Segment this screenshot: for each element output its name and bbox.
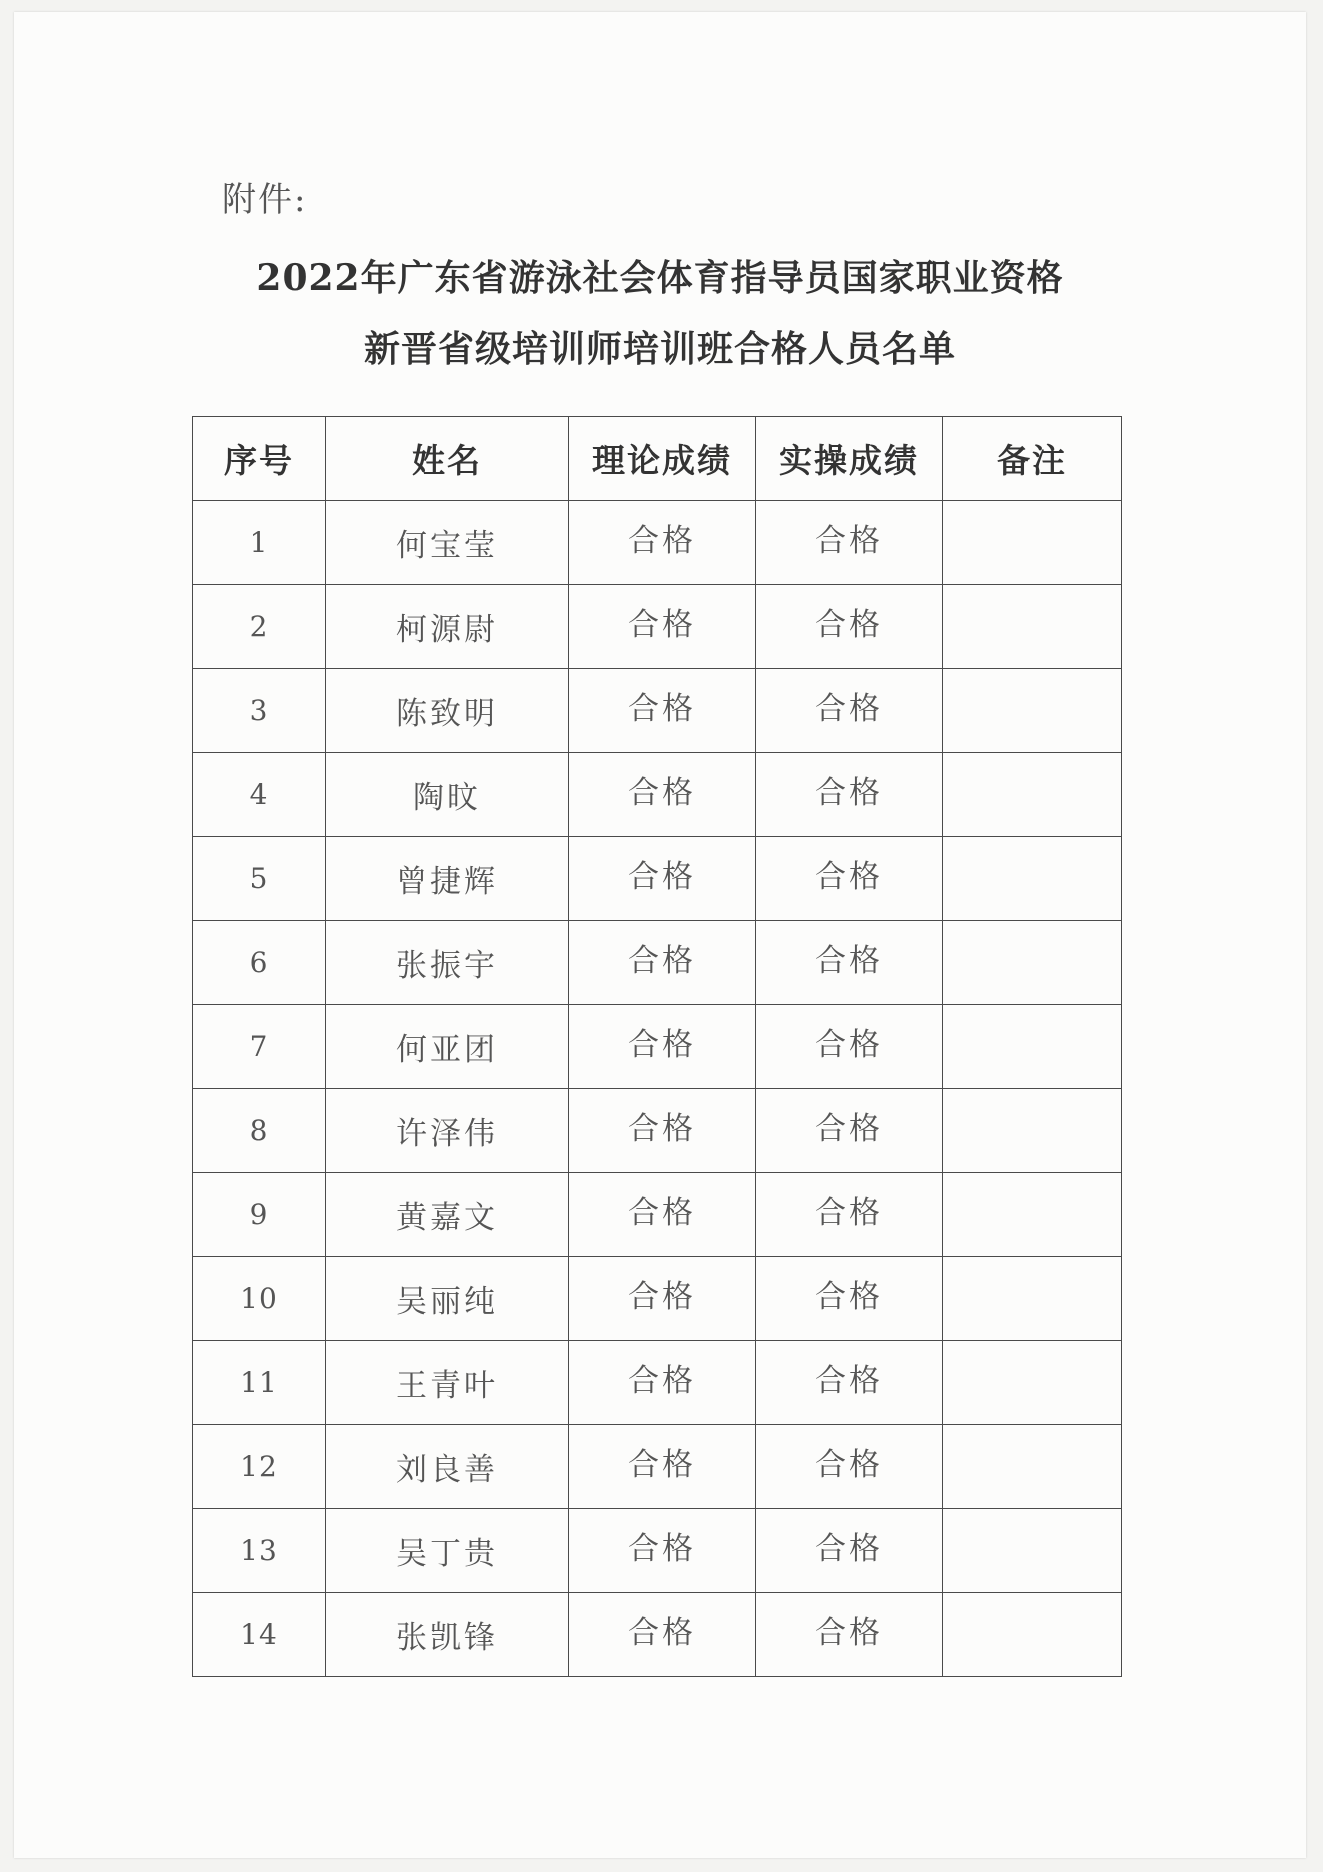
cell-name: 曾捷辉 [326,837,569,921]
cell-serial-number: 11 [193,1341,326,1425]
table-row [193,753,1122,837]
cell-serial-number: 8 [193,1089,326,1173]
cell-serial-number: 7 [193,1005,326,1089]
cell-remarks [943,837,1122,921]
cell-remarks [943,1425,1122,1509]
cell-theory-score: 合格 [569,1425,756,1509]
table-row [193,921,1122,1005]
table-row [193,1005,1122,1089]
cell-remarks [943,1257,1122,1341]
table-row [193,1257,1122,1341]
cell-theory-score: 合格 [569,753,756,837]
attachment-label: 附件: [222,180,308,220]
cell-remarks [943,753,1122,837]
header-name: 姓名 [326,417,569,501]
cell-serial-number: 2 [193,585,326,669]
cell-name: 陈致明 [326,669,569,753]
cell-serial-number: 12 [193,1425,326,1509]
cell-practice-score: 合格 [756,1173,943,1257]
cell-serial-number: 6 [193,921,326,1005]
cell-remarks [943,1593,1122,1677]
cell-practice-score: 合格 [756,1005,943,1089]
cell-remarks [943,1173,1122,1257]
table-row [193,1173,1122,1257]
cell-remarks [943,1509,1122,1593]
table-row [193,501,1122,585]
table-row [193,837,1122,921]
cell-practice-score: 合格 [756,501,943,585]
cell-practice-score: 合格 [756,1509,943,1593]
cell-theory-score: 合格 [569,1593,756,1677]
cell-name: 吴丁贵 [326,1509,569,1593]
table-row [193,1593,1122,1677]
cell-remarks [943,921,1122,1005]
cell-theory-score: 合格 [569,1173,756,1257]
cell-practice-score: 合格 [756,1257,943,1341]
cell-name: 黄嘉文 [326,1173,569,1257]
cell-practice-score: 合格 [756,1089,943,1173]
header-remarks: 备注 [943,417,1122,501]
cell-serial-number: 14 [193,1593,326,1677]
table-row [193,1341,1122,1425]
cell-serial-number: 1 [193,501,326,585]
page-title-line-1: 2022年广东省游泳社会体育指导员国家职业资格 [256,257,1064,299]
table-row [193,585,1122,669]
header-theory-score: 理论成绩 [569,417,756,501]
cell-remarks [943,669,1122,753]
table-row [193,1425,1122,1509]
cell-practice-score: 合格 [756,1593,943,1677]
cell-name: 柯源尉 [326,585,569,669]
cell-name: 刘良善 [326,1425,569,1509]
cell-theory-score: 合格 [569,837,756,921]
cell-practice-score: 合格 [756,1341,943,1425]
cell-name: 吴丽纯 [326,1257,569,1341]
cell-name: 何亚团 [326,1005,569,1089]
table-row [193,1089,1122,1173]
cell-serial-number: 5 [193,837,326,921]
cell-theory-score: 合格 [569,1089,756,1173]
cell-theory-score: 合格 [569,501,756,585]
cell-remarks [943,501,1122,585]
cell-remarks [943,1005,1122,1089]
table-row [193,669,1122,753]
cell-practice-score: 合格 [756,669,943,753]
cell-theory-score: 合格 [569,921,756,1005]
cell-name: 陶旼 [326,753,569,837]
cell-practice-score: 合格 [756,837,943,921]
cell-serial-number: 3 [193,669,326,753]
qualified-personnel-table [192,416,1122,1677]
cell-theory-score: 合格 [569,1257,756,1341]
cell-practice-score: 合格 [756,753,943,837]
cell-serial-number: 13 [193,1509,326,1593]
cell-theory-score: 合格 [569,1509,756,1593]
cell-remarks [943,1341,1122,1425]
cell-name: 许泽伟 [326,1089,569,1173]
cell-name: 何宝莹 [326,501,569,585]
cell-serial-number: 10 [193,1257,326,1341]
table-header-row [193,417,1122,501]
cell-serial-number: 4 [193,753,326,837]
cell-theory-score: 合格 [569,585,756,669]
page-title-line-2: 新晋省级培训师培训班合格人员名单 [363,328,956,370]
table-row [193,1509,1122,1593]
cell-name: 张振宇 [326,921,569,1005]
cell-practice-score: 合格 [756,585,943,669]
cell-practice-score: 合格 [756,921,943,1005]
cell-remarks [943,1089,1122,1173]
cell-theory-score: 合格 [569,1341,756,1425]
cell-theory-score: 合格 [569,1005,756,1089]
cell-practice-score: 合格 [756,1425,943,1509]
cell-name: 王青叶 [326,1341,569,1425]
cell-serial-number: 9 [193,1173,326,1257]
cell-remarks [943,585,1122,669]
cell-theory-score: 合格 [569,669,756,753]
header-practice-score: 实操成绩 [756,417,943,501]
header-serial-number: 序号 [193,417,326,501]
cell-name: 张凯锋 [326,1593,569,1677]
